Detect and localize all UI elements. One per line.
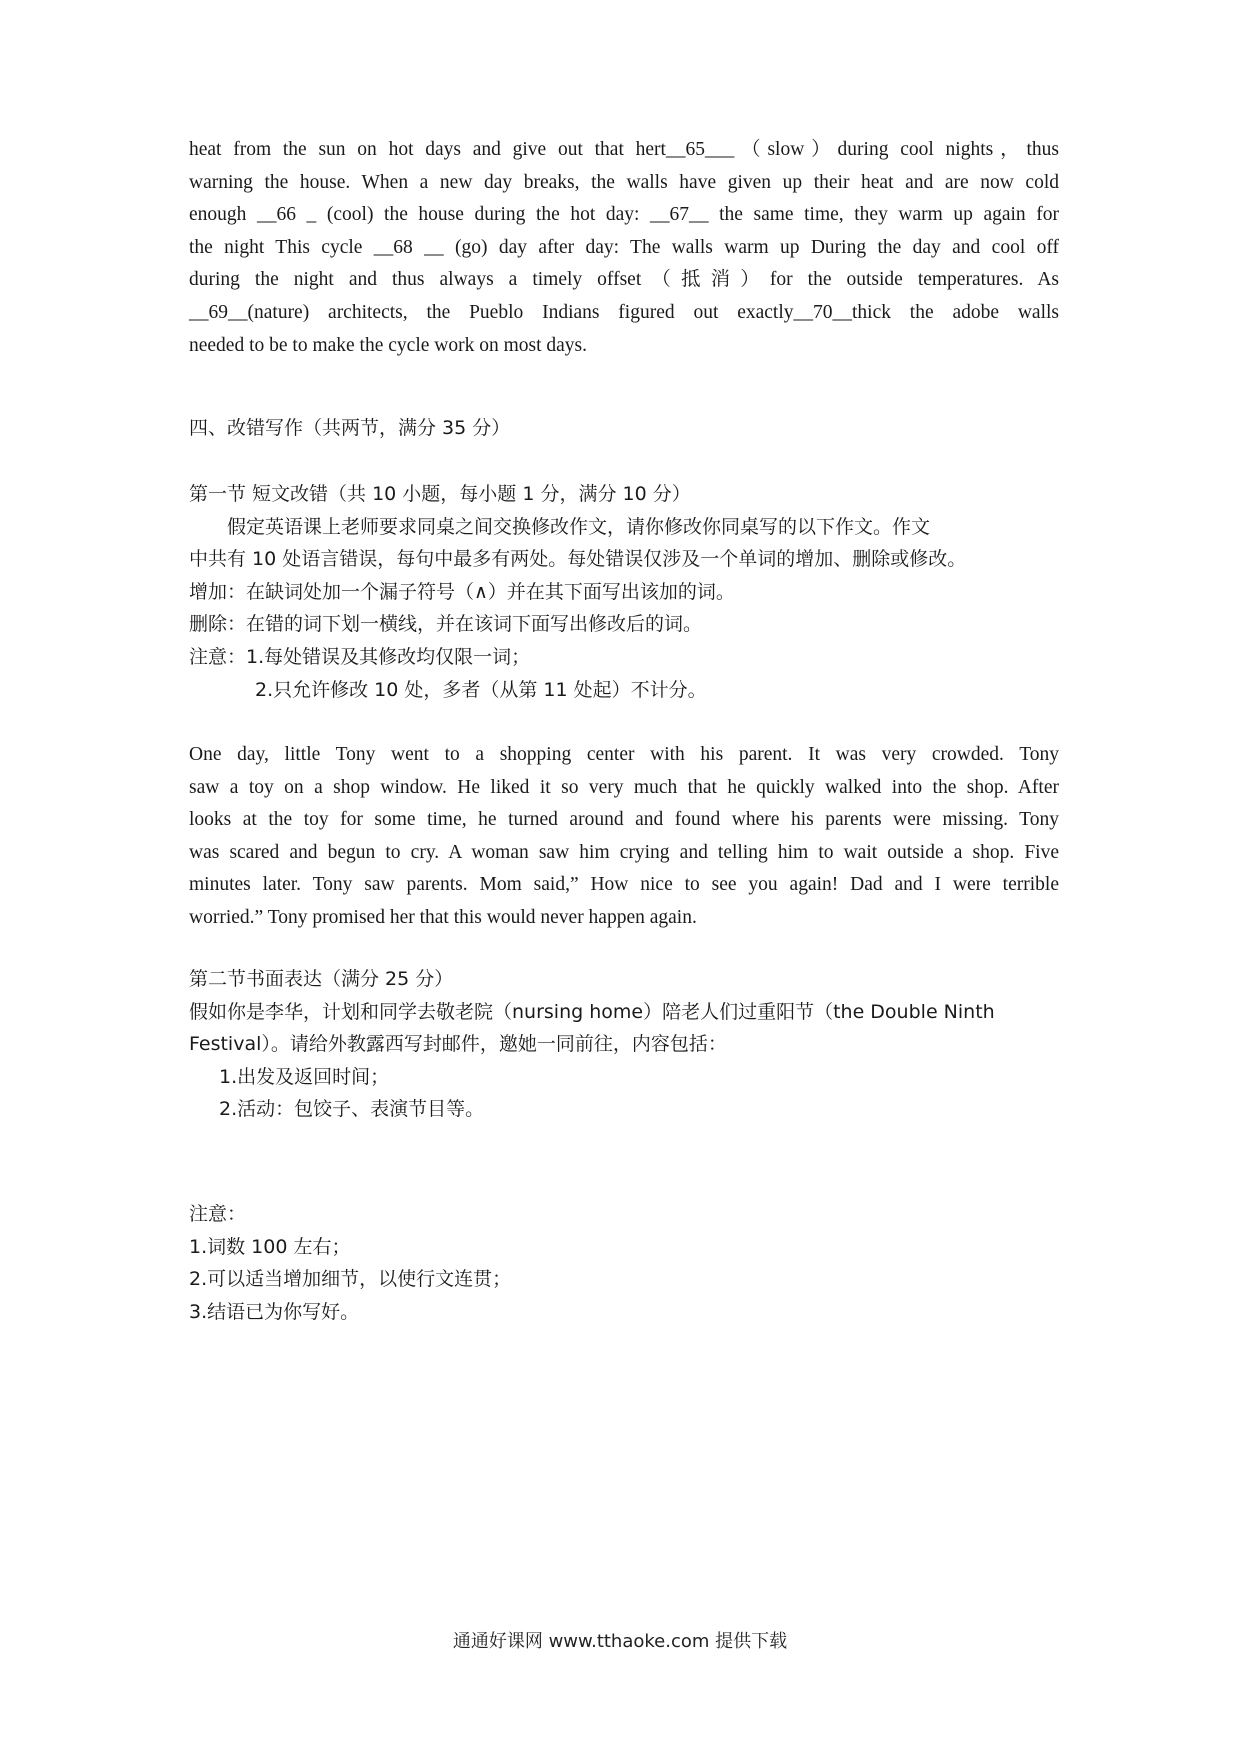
section1-instruction: 中共有 10 处语言错误，每句中最多有两处。每处错误仅涉及一个单词的增加、删除或修改。: [189, 548, 967, 571]
section1-instruction: 假定英语课上老师要求同桌之间交换修改作文，请你修改你同桌写的以下作文。作文: [189, 515, 931, 538]
part4-heading: 四、改错写作（共两节，满分 35 分）: [189, 417, 511, 439]
passage-line: looks at the toy for some time, he turned around and found where his parents were missing. Tony: [189, 809, 1059, 831]
passage-line: saw a toy on a shop window. He liked it so very much that he quickly walked into the shop. After: [189, 776, 1059, 798]
note-item: 1.词数 100 左右；: [189, 1235, 351, 1258]
notes-title: 注意：: [189, 1203, 247, 1225]
section2-prompt: Festival）。请给外教露西写封邮件，邀她一同前往，内容包括：: [189, 1033, 727, 1056]
passage-line: enough __66 _ (cool) the house during the hot day: __67__ the same time, they warm up again for: [189, 204, 1059, 226]
passage-line: One day, little Tony went to a shopping center with his parent. It was very crowded. Tony: [189, 744, 1059, 765]
section1-title: 第一节 短文改错（共 10 小题，每小题 1 分，满分 10 分）: [189, 483, 691, 505]
passage-continuation: [189, 134, 1059, 362]
section2-block: [189, 963, 1059, 1126]
note-item: 2.可以适当增加细节，以使行文连贯；: [189, 1268, 512, 1291]
page-footer: 通通好课网 www.tthaoke.com 提供下载: [452, 1631, 788, 1652]
content-item: 2.活动：包饺子、表演节目等。: [219, 1098, 485, 1121]
passage-line: minutes later. Tony saw parents. Mom said,” How nice to see you again! Dad and I were terrible: [189, 874, 1059, 896]
note-2: 2.只允许修改 10 处，多者（从第 11 处起）不计分。: [255, 678, 707, 701]
passage-line: needed to be to make the cycle work on most days.: [189, 334, 588, 356]
passage-line: was scared and begun to cry. A woman saw him crying and telling him to wait outside a shop. Five: [189, 841, 1059, 863]
note-1: 注意：1.每处错误及其修改均仅限一词；: [189, 645, 531, 668]
passage-line: worried.” Tony promised her that this would never happen again.: [189, 906, 697, 928]
passage-line: warning the house. When a new day breaks, the walls have given up their heat and are now cold: [189, 171, 1059, 193]
passage-line: heat from the sun on hot days and give out that hert__65___（slow）during cool nights，thus: [189, 139, 1059, 160]
content-item: 1.出发及返回时间；: [219, 1065, 390, 1088]
passage-line: the night This cycle __68 __ (go) day after day: The walls warm up During the day and cool off: [189, 236, 1059, 258]
notes-block: [189, 1198, 1059, 1328]
tony-passage: [189, 739, 1059, 935]
section2-prompt: 假如你是李华，计划和同学去敬老院（nursing home）陪老人们过重阳节（the Double Ninth: [189, 1000, 995, 1023]
section2-title: 第二节书面表达（满分 25 分）: [189, 968, 454, 990]
section1-block: [189, 478, 1059, 706]
add-rule: 增加：在缺词处加一个漏子符号（∧）并在其下面写出该加的词。: [189, 580, 735, 603]
note-item: 3.结语已为你写好。: [189, 1300, 360, 1323]
delete-rule: 删除：在错的词下划一横线，并在该词下面写出修改后的词。: [189, 613, 703, 636]
passage-line: during the night and thus always a timely offset（抵消）for the outside temperatures. As: [189, 269, 1059, 291]
passage-line: __69__(nature) architects, the Pueblo Indians figured out exactly__70__thick the adobe walls: [189, 301, 1059, 323]
